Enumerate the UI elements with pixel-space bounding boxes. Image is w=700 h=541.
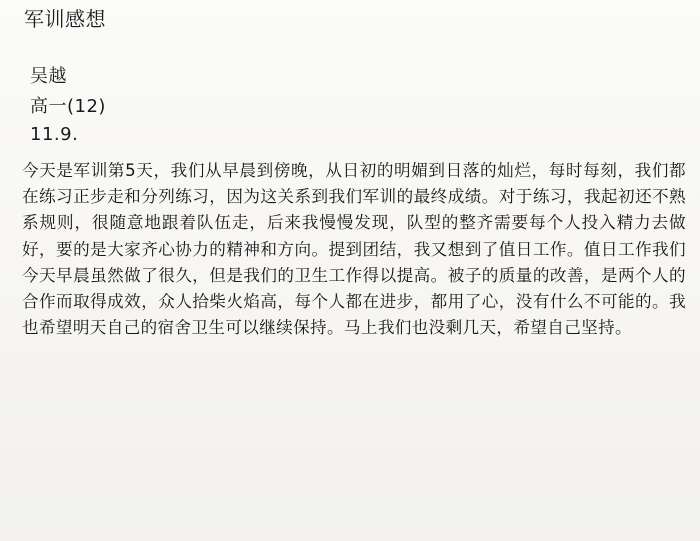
- essay-body: 今天是军训第5天，我们从早晨到傍晚，从日初的明媚到日落的灿烂，每时每刻，我们都在练习正步走和分列练习，因为这关系到我们军训的最终成绩。对于练习，我起初还不熟系规则，很随意地跟着队伍走，后来我慢慢发现，队型的整齐需要每个人投入精力去做好，要的是大家齐心协力的精神和方向。提到团结，我又想到了值日工作。值日工作我们今天早晨虽然做了很久，但是我们的卫生工作得以提高。被子的质量的改善，是两个人的合作而取得成效，众人拾柴火焰高，每个人都在进步，都用了心，没有什么不可能的。我也希望明天自己的宿舍卫生可以继续保持。马上我们也没剩几天，希望自己坚持。: [22, 161, 686, 338]
- date-label: 11.9.: [30, 124, 79, 145]
- essay-title: 军训感想: [24, 7, 106, 31]
- class-label: 高一(12): [30, 96, 106, 117]
- author-name: 吴越: [30, 66, 67, 87]
